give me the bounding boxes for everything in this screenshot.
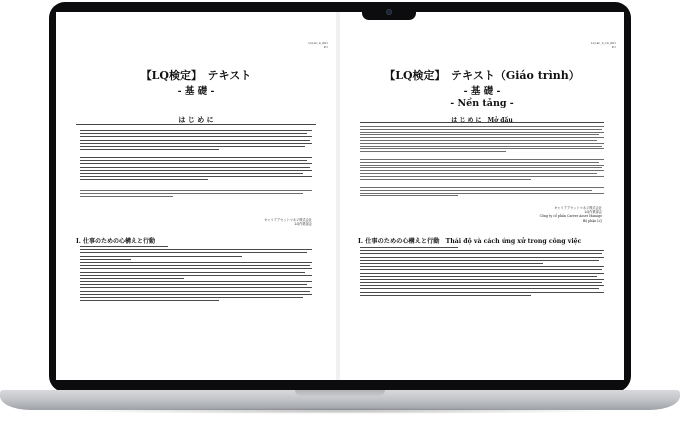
document-title: 【LQ検定】 テキスト [140, 69, 252, 82]
intro-heading: は じ め に Mở đầu [451, 117, 513, 124]
page-number: P.1 [611, 44, 616, 49]
laptop-opening-groove [295, 390, 385, 396]
intro-footnote [80, 190, 312, 198]
laptop-bezel [49, 2, 631, 392]
intro-paragraph-bilingual-2 [360, 159, 604, 181]
publisher-name: キャリアアセットマネジ株式会社 [554, 206, 602, 210]
publisher-division-vietnamese: Bộ phận LQ [582, 218, 602, 223]
page-code-line: LQ-kc_b_vn_001 [591, 41, 616, 45]
document-page-japanese [56, 12, 336, 380]
divider-line [360, 122, 604, 123]
section-heading: I. 仕事のための心構えと行動 [76, 238, 155, 245]
document-page-bilingual [340, 12, 624, 380]
document-subtitle-vietnamese: - Nền tảng - [450, 98, 514, 109]
intro-footnotes [360, 187, 604, 198]
laptop-shadow [70, 408, 610, 414]
divider-line [76, 124, 316, 125]
section-body-right [360, 247, 604, 298]
intro-heading: は じ め に [178, 115, 214, 124]
page-code [591, 42, 616, 49]
publisher-name-vietnamese: Công ty cổ phần Career Asset Manage [539, 214, 602, 219]
intro-paragraph-bilingual [360, 126, 604, 154]
document-subtitle: - 基 礎 - [177, 86, 215, 97]
publisher-name: キャリアアセットマネジ株式会社 [264, 218, 312, 222]
publisher-signature [540, 206, 602, 223]
laptop-base [0, 390, 680, 410]
document-viewer[interactable] [56, 12, 624, 380]
camera-icon [386, 9, 392, 15]
section-body-left [80, 246, 312, 303]
section-heading: I. 仕事のための心構えと行動 Thái độ và cách ứng xử trong công việc [358, 238, 582, 245]
document-subtitle: - 基 礎 - [463, 86, 501, 97]
publisher-signature [264, 218, 312, 226]
intro-paragraph-1 [80, 130, 312, 152]
page-number: P.1 [323, 44, 328, 49]
page-code-line: LQ-kc_k_001 [308, 41, 328, 45]
document-title: 【LQ検定】 テキスト（Giáo trình） [384, 69, 580, 82]
publisher-division: LQ作業部会 [294, 222, 312, 227]
publisher-division: LQ作業部会 [584, 210, 602, 215]
camera-notch [362, 6, 416, 20]
intro-paragraph-2 [80, 157, 312, 183]
page-code [308, 42, 328, 49]
